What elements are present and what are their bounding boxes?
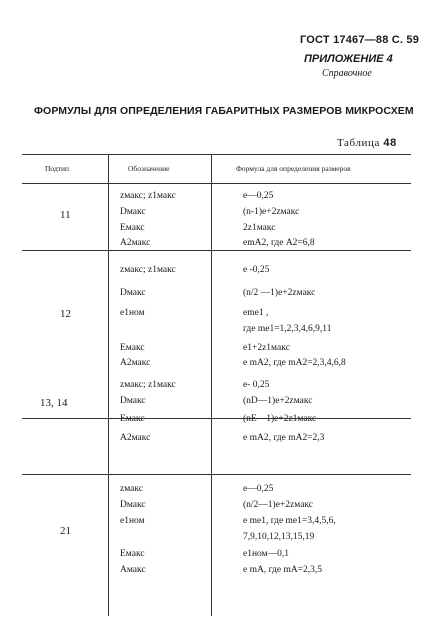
document-title: ФОРМУЛЫ ДЛЯ ОПРЕДЕЛЕНИЯ ГАБАРИТНЫХ РАЗМЕРОВ МИКРОСХЕМ bbox=[34, 105, 414, 117]
formula-cell: e -0,25 bbox=[243, 265, 270, 275]
designation-cell: A2макс bbox=[120, 238, 151, 248]
designation-cell: Dмакс bbox=[120, 500, 146, 510]
formula-cell: e- 0,25 bbox=[243, 380, 270, 390]
column-header-formula: Формула для определения размеров bbox=[236, 164, 351, 173]
table-number: 48 bbox=[383, 137, 397, 149]
formula-cell: e mA2, где mA2=2,3 bbox=[243, 433, 325, 443]
formula-cell: (n-1)e+2zмакс bbox=[243, 207, 300, 217]
designation-cell: zмакс; z1макс bbox=[120, 265, 176, 275]
subtype-cell: 13, 14 bbox=[40, 397, 68, 409]
formula-cell: eme1 , bbox=[243, 308, 269, 318]
appendix-reference: Справочное bbox=[322, 68, 372, 79]
table-group-divider bbox=[22, 418, 411, 419]
formula-cell: e1+2z1макс bbox=[243, 343, 290, 353]
appendix-label: ПРИЛОЖЕНИЕ 4 bbox=[304, 53, 393, 65]
designation-cell: Eмакс bbox=[120, 223, 145, 233]
designation-cell: zмакс bbox=[120, 484, 143, 494]
subtype-cell: 11 bbox=[60, 209, 71, 221]
table-label bbox=[337, 137, 397, 149]
designation-cell: Dмакс bbox=[120, 207, 146, 217]
designation-cell: A2макс bbox=[120, 433, 151, 443]
formula-cell: (nE—1)e+2z1макс bbox=[243, 414, 317, 424]
designation-cell: Aмакс bbox=[120, 565, 146, 575]
table-label-word: Таблица bbox=[337, 137, 380, 149]
subtype-cell: 12 bbox=[60, 308, 71, 320]
formula-cell: e mA, где mA=2,3,5 bbox=[243, 565, 323, 575]
formula-cell: e1ном—0,1 bbox=[243, 549, 290, 559]
formula-cell: e—0,25 bbox=[243, 484, 274, 494]
designation-cell: e1ном bbox=[120, 308, 145, 318]
designation-cell: Dмакс bbox=[120, 396, 146, 406]
table-top-border bbox=[22, 154, 411, 155]
designation-cell: zмакс; z1макс bbox=[120, 380, 176, 390]
table-group-divider bbox=[22, 474, 411, 475]
designation-cell: Eмакс bbox=[120, 414, 145, 424]
designation-cell: zмакс; z1макс bbox=[120, 191, 176, 201]
page-header: ГОСТ 17467—88 С. 59 bbox=[300, 34, 420, 46]
formula-cell: (n/2 —1)e+2zмакс bbox=[243, 288, 316, 298]
designation-cell: A2макс bbox=[120, 358, 151, 368]
table-column-divider bbox=[108, 154, 109, 616]
formula-cell: (nD—1)e+2zмакс bbox=[243, 396, 313, 406]
table-header-border bbox=[22, 183, 411, 184]
formula-cell: 2z1макс bbox=[243, 223, 276, 233]
formula-cell: emA2, где A2=6,8 bbox=[243, 238, 315, 248]
table-group-divider bbox=[22, 250, 411, 251]
designation-cell: Eмакс bbox=[120, 549, 145, 559]
designation-cell: Dмакс bbox=[120, 288, 146, 298]
formula-cell: где me1=1,2,3,4,6,9,11 bbox=[243, 324, 332, 334]
formula-cell: 7,9,10,12,13,15,19 bbox=[243, 532, 315, 542]
formula-cell: (n/2—1)e+2zмакс bbox=[243, 500, 314, 510]
formula-cell: e—0,25 bbox=[243, 191, 274, 201]
formula-cell: e me1, где me1=3,4,5,6, bbox=[243, 516, 336, 526]
designation-cell: Eмакс bbox=[120, 343, 145, 353]
column-header-subtype: Подтип bbox=[45, 164, 70, 173]
subtype-cell: 21 bbox=[60, 525, 71, 537]
column-header-designation: Обозначение bbox=[128, 164, 170, 173]
designation-cell: e1ном bbox=[120, 516, 145, 526]
table-column-divider bbox=[211, 154, 212, 616]
formula-cell: e mA2, где mA2=2,3,4,6,8 bbox=[243, 358, 346, 368]
